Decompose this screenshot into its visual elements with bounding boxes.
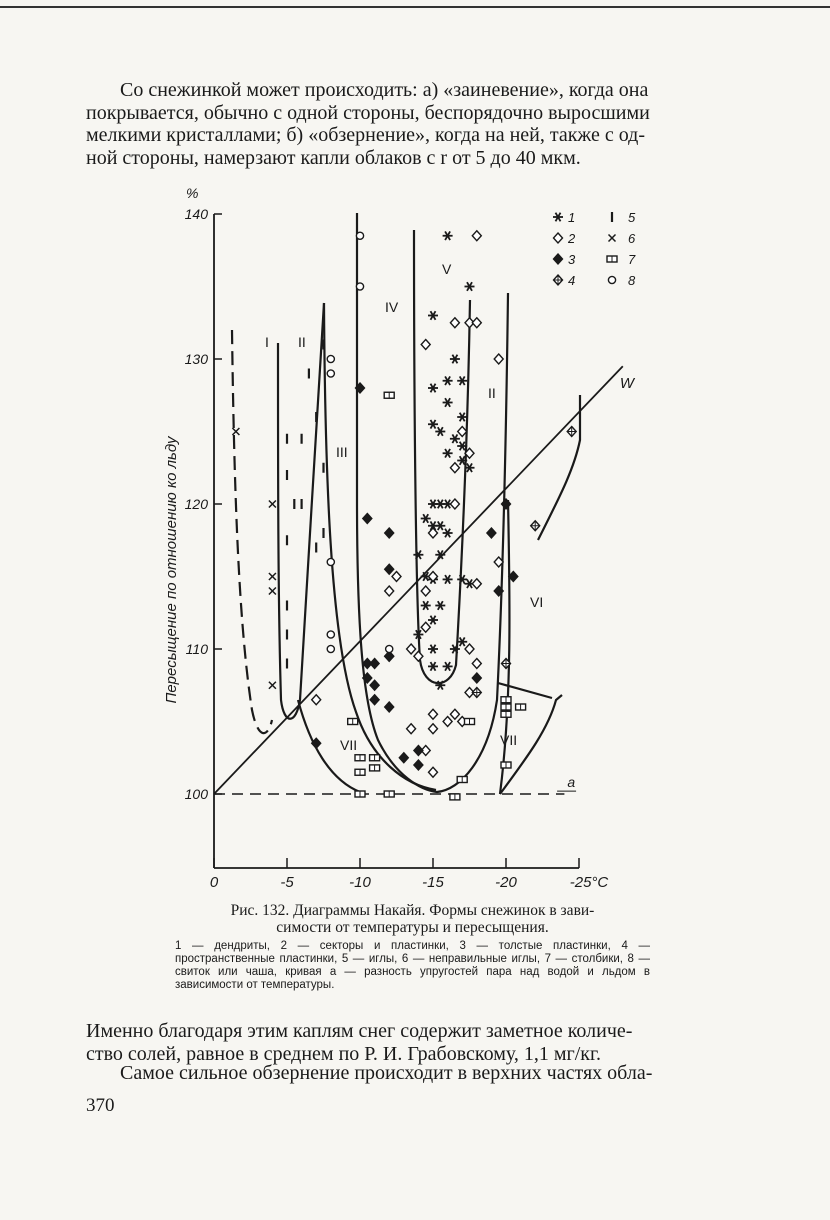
filled-diamond-shape bbox=[554, 254, 563, 264]
y-tick-label: 110 bbox=[185, 641, 208, 657]
data-point-2 bbox=[472, 318, 481, 328]
boundary-iv-vii bbox=[324, 303, 436, 790]
data-point-7 bbox=[384, 392, 394, 398]
region-curves bbox=[214, 213, 636, 794]
data-point-7 bbox=[501, 762, 511, 768]
data-point-7 bbox=[355, 791, 365, 797]
open-diamond-shape bbox=[472, 659, 481, 669]
data-point-1 bbox=[435, 521, 445, 530]
open-diamond-shape bbox=[421, 586, 430, 596]
legend-label-4: 4 bbox=[568, 273, 576, 288]
boundary-v-left bbox=[232, 330, 272, 733]
legend-label-7: 7 bbox=[628, 252, 636, 267]
data-point-8 bbox=[386, 645, 393, 652]
x-tick-label: -10 bbox=[349, 874, 371, 891]
region-label: I bbox=[265, 334, 269, 350]
data-point-2 bbox=[385, 586, 394, 596]
y-tick-label: 120 bbox=[184, 496, 208, 512]
page-number: 370 bbox=[86, 1095, 115, 1116]
boundary-vi-left bbox=[500, 500, 510, 794]
data-point-1 bbox=[443, 575, 453, 584]
data-point-1 bbox=[435, 427, 445, 436]
open-diamond-shape bbox=[312, 695, 321, 705]
open-diamond-shape bbox=[414, 651, 423, 661]
data-point-1 bbox=[457, 376, 467, 385]
curve-a-label: a bbox=[567, 773, 576, 790]
caption-line: Рис. 132. Диаграммы Накайя. Формы снежинок в зави- bbox=[230, 902, 595, 919]
data-point-2 bbox=[392, 572, 401, 582]
region-label: VI bbox=[530, 594, 544, 610]
line-w-label: W bbox=[619, 375, 635, 392]
text-line: Именно благодаря этим каплям снег содержит заметное количе- bbox=[86, 1020, 633, 1042]
legend-label-5: 5 bbox=[628, 210, 636, 225]
data-point-2 bbox=[472, 579, 481, 589]
data-point-4 bbox=[531, 521, 540, 531]
data-point-7 bbox=[355, 755, 365, 761]
data-point-7 bbox=[348, 719, 358, 725]
legend-label-1: 1 bbox=[568, 210, 576, 225]
region-label: II bbox=[488, 385, 496, 401]
region-label: II bbox=[298, 334, 306, 350]
data-point-2 bbox=[407, 644, 416, 654]
filled-diamond-shape bbox=[363, 514, 372, 524]
filled-diamond-shape bbox=[399, 753, 408, 763]
data-point-2 bbox=[421, 622, 430, 632]
chart-legend bbox=[553, 210, 636, 288]
data-point-8 bbox=[356, 283, 363, 290]
open-diamond-shape bbox=[472, 579, 481, 589]
data-point-2 bbox=[443, 717, 452, 727]
legend-label-3: 3 bbox=[568, 252, 576, 267]
circle-shape bbox=[327, 645, 334, 652]
filled-diamond-shape bbox=[472, 673, 481, 683]
open-diamond-shape bbox=[554, 233, 563, 243]
data-point-1 bbox=[443, 449, 453, 458]
circle-shape bbox=[386, 645, 393, 652]
circle-shape bbox=[327, 370, 334, 377]
data-point-6 bbox=[269, 573, 276, 580]
data-point-3 bbox=[487, 528, 496, 538]
data-point-2 bbox=[494, 354, 503, 364]
figure-caption bbox=[175, 902, 650, 936]
data-point-7 bbox=[501, 711, 511, 717]
data-point-1 bbox=[413, 550, 423, 559]
text-line: ство солей, равное в среднем по Р. И. Грабовскому, 1,1 мг/кг. bbox=[86, 1042, 601, 1065]
data-point-7 bbox=[501, 697, 511, 703]
data-point-2 bbox=[429, 767, 438, 777]
legend-marker-7 bbox=[607, 256, 617, 262]
chart-axes bbox=[163, 185, 608, 891]
data-point-2 bbox=[429, 724, 438, 734]
data-point-2 bbox=[458, 427, 467, 437]
boundary-i bbox=[414, 230, 470, 683]
legend-marker-2 bbox=[554, 233, 563, 243]
legend-label-2: 2 bbox=[568, 231, 576, 246]
open-diamond-shape bbox=[421, 340, 430, 350]
data-point-2 bbox=[472, 231, 481, 241]
legend-label-8: 8 bbox=[628, 273, 636, 288]
open-diamond-shape bbox=[450, 463, 459, 473]
filled-diamond-shape bbox=[385, 702, 394, 712]
text-line: ной стороны, намерзают капли облаков с r от 5 до 40 мкм. bbox=[86, 146, 581, 169]
last-line: Самое сильное обзернение происходит в верхних частях обла- bbox=[120, 1062, 653, 1084]
x-tick-label: -25°C bbox=[569, 874, 609, 891]
data-point-2 bbox=[450, 709, 459, 719]
data-point-6 bbox=[269, 588, 276, 595]
y-axis-label: Пересыщение по отношению ко льду bbox=[163, 436, 180, 704]
data-point-3 bbox=[472, 673, 481, 683]
filled-diamond-shape bbox=[385, 564, 394, 574]
region-label: VII bbox=[500, 732, 518, 748]
data-point-1 bbox=[428, 616, 438, 625]
data-point-1 bbox=[421, 514, 431, 523]
filled-diamond-shape bbox=[385, 528, 394, 538]
data-point-1 bbox=[443, 529, 453, 538]
caption-legend: 1 — дендриты, 2 — секторы и пластинки, 3 — толстые пластинки, 4 — пространственные пластинки, 5 — иглы, 6 — неправильные иглы, 7 — столбики, 8 — свиток или чаша, кривая а — разность упругостей пара над водой и льдом в зависимости от температуры. bbox=[175, 940, 650, 991]
data-point-8 bbox=[327, 558, 334, 565]
data-point-2 bbox=[450, 318, 459, 328]
data-point-7 bbox=[370, 765, 380, 771]
open-diamond-shape bbox=[450, 709, 459, 719]
data-point-1 bbox=[428, 645, 438, 654]
filled-diamond-shape bbox=[487, 528, 496, 538]
data-point-7 bbox=[457, 777, 467, 783]
data-point-3 bbox=[363, 514, 372, 524]
open-diamond-shape bbox=[450, 499, 459, 509]
boundary-vi-vii bbox=[498, 683, 552, 698]
x-tick-label: -20 bbox=[495, 874, 517, 891]
x-tick-label: -5 bbox=[280, 874, 294, 891]
data-point-4 bbox=[472, 688, 481, 698]
circle-shape bbox=[356, 232, 363, 239]
legend-marker-4 bbox=[554, 275, 563, 285]
region-label: IV bbox=[385, 299, 399, 315]
data-point-6 bbox=[269, 501, 276, 508]
y-unit-label: % bbox=[186, 185, 199, 201]
open-diamond-shape bbox=[407, 724, 416, 734]
data-point-7 bbox=[355, 769, 365, 775]
y-tick-label: 130 bbox=[184, 351, 208, 367]
data-point-1 bbox=[428, 420, 438, 429]
data-point-7 bbox=[501, 704, 511, 710]
data-point-1 bbox=[443, 398, 453, 407]
data-point-7 bbox=[370, 755, 380, 761]
circle-shape bbox=[356, 283, 363, 290]
circle-shape bbox=[327, 631, 334, 638]
data-point-4 bbox=[567, 427, 576, 437]
data-point-1 bbox=[428, 662, 438, 671]
data-point-2 bbox=[407, 724, 416, 734]
data-point-2 bbox=[450, 499, 459, 509]
legend-marker-1 bbox=[553, 213, 563, 222]
data-point-2 bbox=[465, 644, 474, 654]
text-line: Со снежинкой может происходить: а) «заиневение», когда она bbox=[120, 79, 649, 101]
data-point-1 bbox=[443, 662, 453, 671]
data-point-8 bbox=[356, 232, 363, 239]
text-line: покрывается, обычно с одной стороны, беспорядочно выросшими bbox=[86, 101, 650, 124]
open-diamond-shape bbox=[407, 644, 416, 654]
circle-shape bbox=[327, 558, 334, 565]
open-diamond-shape bbox=[472, 231, 481, 241]
data-point-1 bbox=[421, 601, 431, 610]
data-point-7 bbox=[450, 794, 460, 800]
filled-diamond-shape bbox=[414, 760, 423, 770]
circle-shape bbox=[608, 276, 615, 283]
filled-diamond-shape bbox=[370, 680, 379, 690]
data-point-3 bbox=[370, 659, 379, 669]
filled-diamond-shape bbox=[414, 746, 423, 756]
data-point-1 bbox=[443, 376, 453, 385]
data-point-1 bbox=[450, 355, 460, 364]
data-point-1 bbox=[428, 384, 438, 393]
open-diamond-shape bbox=[494, 354, 503, 364]
data-point-3 bbox=[385, 564, 394, 574]
data-point-1 bbox=[457, 637, 467, 646]
data-point-3 bbox=[385, 702, 394, 712]
x-tick-label: -15 bbox=[422, 874, 444, 891]
region-label: VII bbox=[340, 737, 358, 753]
data-point-3 bbox=[414, 746, 423, 756]
open-diamond-shape bbox=[392, 572, 401, 582]
data-point-2 bbox=[429, 709, 438, 719]
data-point-1 bbox=[443, 231, 453, 240]
y-tick-label: 100 bbox=[184, 786, 208, 802]
data-point-1 bbox=[450, 645, 460, 654]
circle-shape bbox=[327, 355, 334, 362]
filled-diamond-shape bbox=[370, 659, 379, 669]
region-label: V bbox=[442, 261, 452, 277]
open-diamond-shape bbox=[450, 318, 459, 328]
open-diamond-shape bbox=[429, 709, 438, 719]
data-point-3 bbox=[385, 528, 394, 538]
open-diamond-shape bbox=[472, 318, 481, 328]
data-point-3 bbox=[370, 680, 379, 690]
data-point-8 bbox=[327, 631, 334, 638]
data-point-1 bbox=[457, 413, 467, 422]
filled-diamond-shape bbox=[370, 695, 379, 705]
legend-marker-8 bbox=[608, 276, 615, 283]
x-tick-label: 0 bbox=[209, 874, 219, 891]
legend-label-6: 6 bbox=[628, 231, 636, 246]
data-point-1 bbox=[435, 601, 445, 610]
data-point-8 bbox=[327, 645, 334, 652]
data-point-1 bbox=[465, 282, 475, 291]
open-diamond-shape bbox=[465, 644, 474, 654]
data-point-2 bbox=[421, 340, 430, 350]
data-point-7 bbox=[516, 704, 526, 710]
data-point-3 bbox=[370, 695, 379, 705]
bottom-paragraph bbox=[86, 1020, 738, 1065]
caption-line: симости от температуры и пересыщения. bbox=[276, 919, 549, 936]
data-point-3 bbox=[399, 753, 408, 763]
data-point-2 bbox=[421, 586, 430, 596]
data-point-6 bbox=[269, 682, 276, 689]
open-diamond-shape bbox=[385, 586, 394, 596]
data-point-6 bbox=[232, 428, 239, 435]
y-tick-label: 140 bbox=[184, 206, 208, 222]
data-point-1 bbox=[457, 575, 467, 584]
data-point-1 bbox=[428, 311, 438, 320]
legend-marker-6 bbox=[609, 235, 616, 242]
data-point-8 bbox=[327, 355, 334, 362]
legend-marker-3 bbox=[554, 254, 563, 264]
data-point-8 bbox=[327, 370, 334, 377]
boundary-iii bbox=[278, 303, 324, 719]
data-point-2 bbox=[450, 463, 459, 473]
data-point-2 bbox=[312, 695, 321, 705]
open-diamond-shape bbox=[458, 427, 467, 437]
text-line: мелкими кристаллами; б) «обзернение», когда на ней, также с од- bbox=[86, 124, 646, 146]
data-point-2 bbox=[414, 651, 423, 661]
data-point-7 bbox=[384, 791, 394, 797]
open-diamond-shape bbox=[421, 622, 430, 632]
data-point-2 bbox=[472, 659, 481, 669]
open-diamond-shape bbox=[443, 717, 452, 727]
open-diamond-shape bbox=[429, 767, 438, 777]
data-point-3 bbox=[414, 760, 423, 770]
data-point-7 bbox=[465, 719, 475, 725]
region-label: III bbox=[336, 444, 348, 460]
data-point-1 bbox=[450, 434, 460, 443]
open-diamond-shape bbox=[429, 724, 438, 734]
